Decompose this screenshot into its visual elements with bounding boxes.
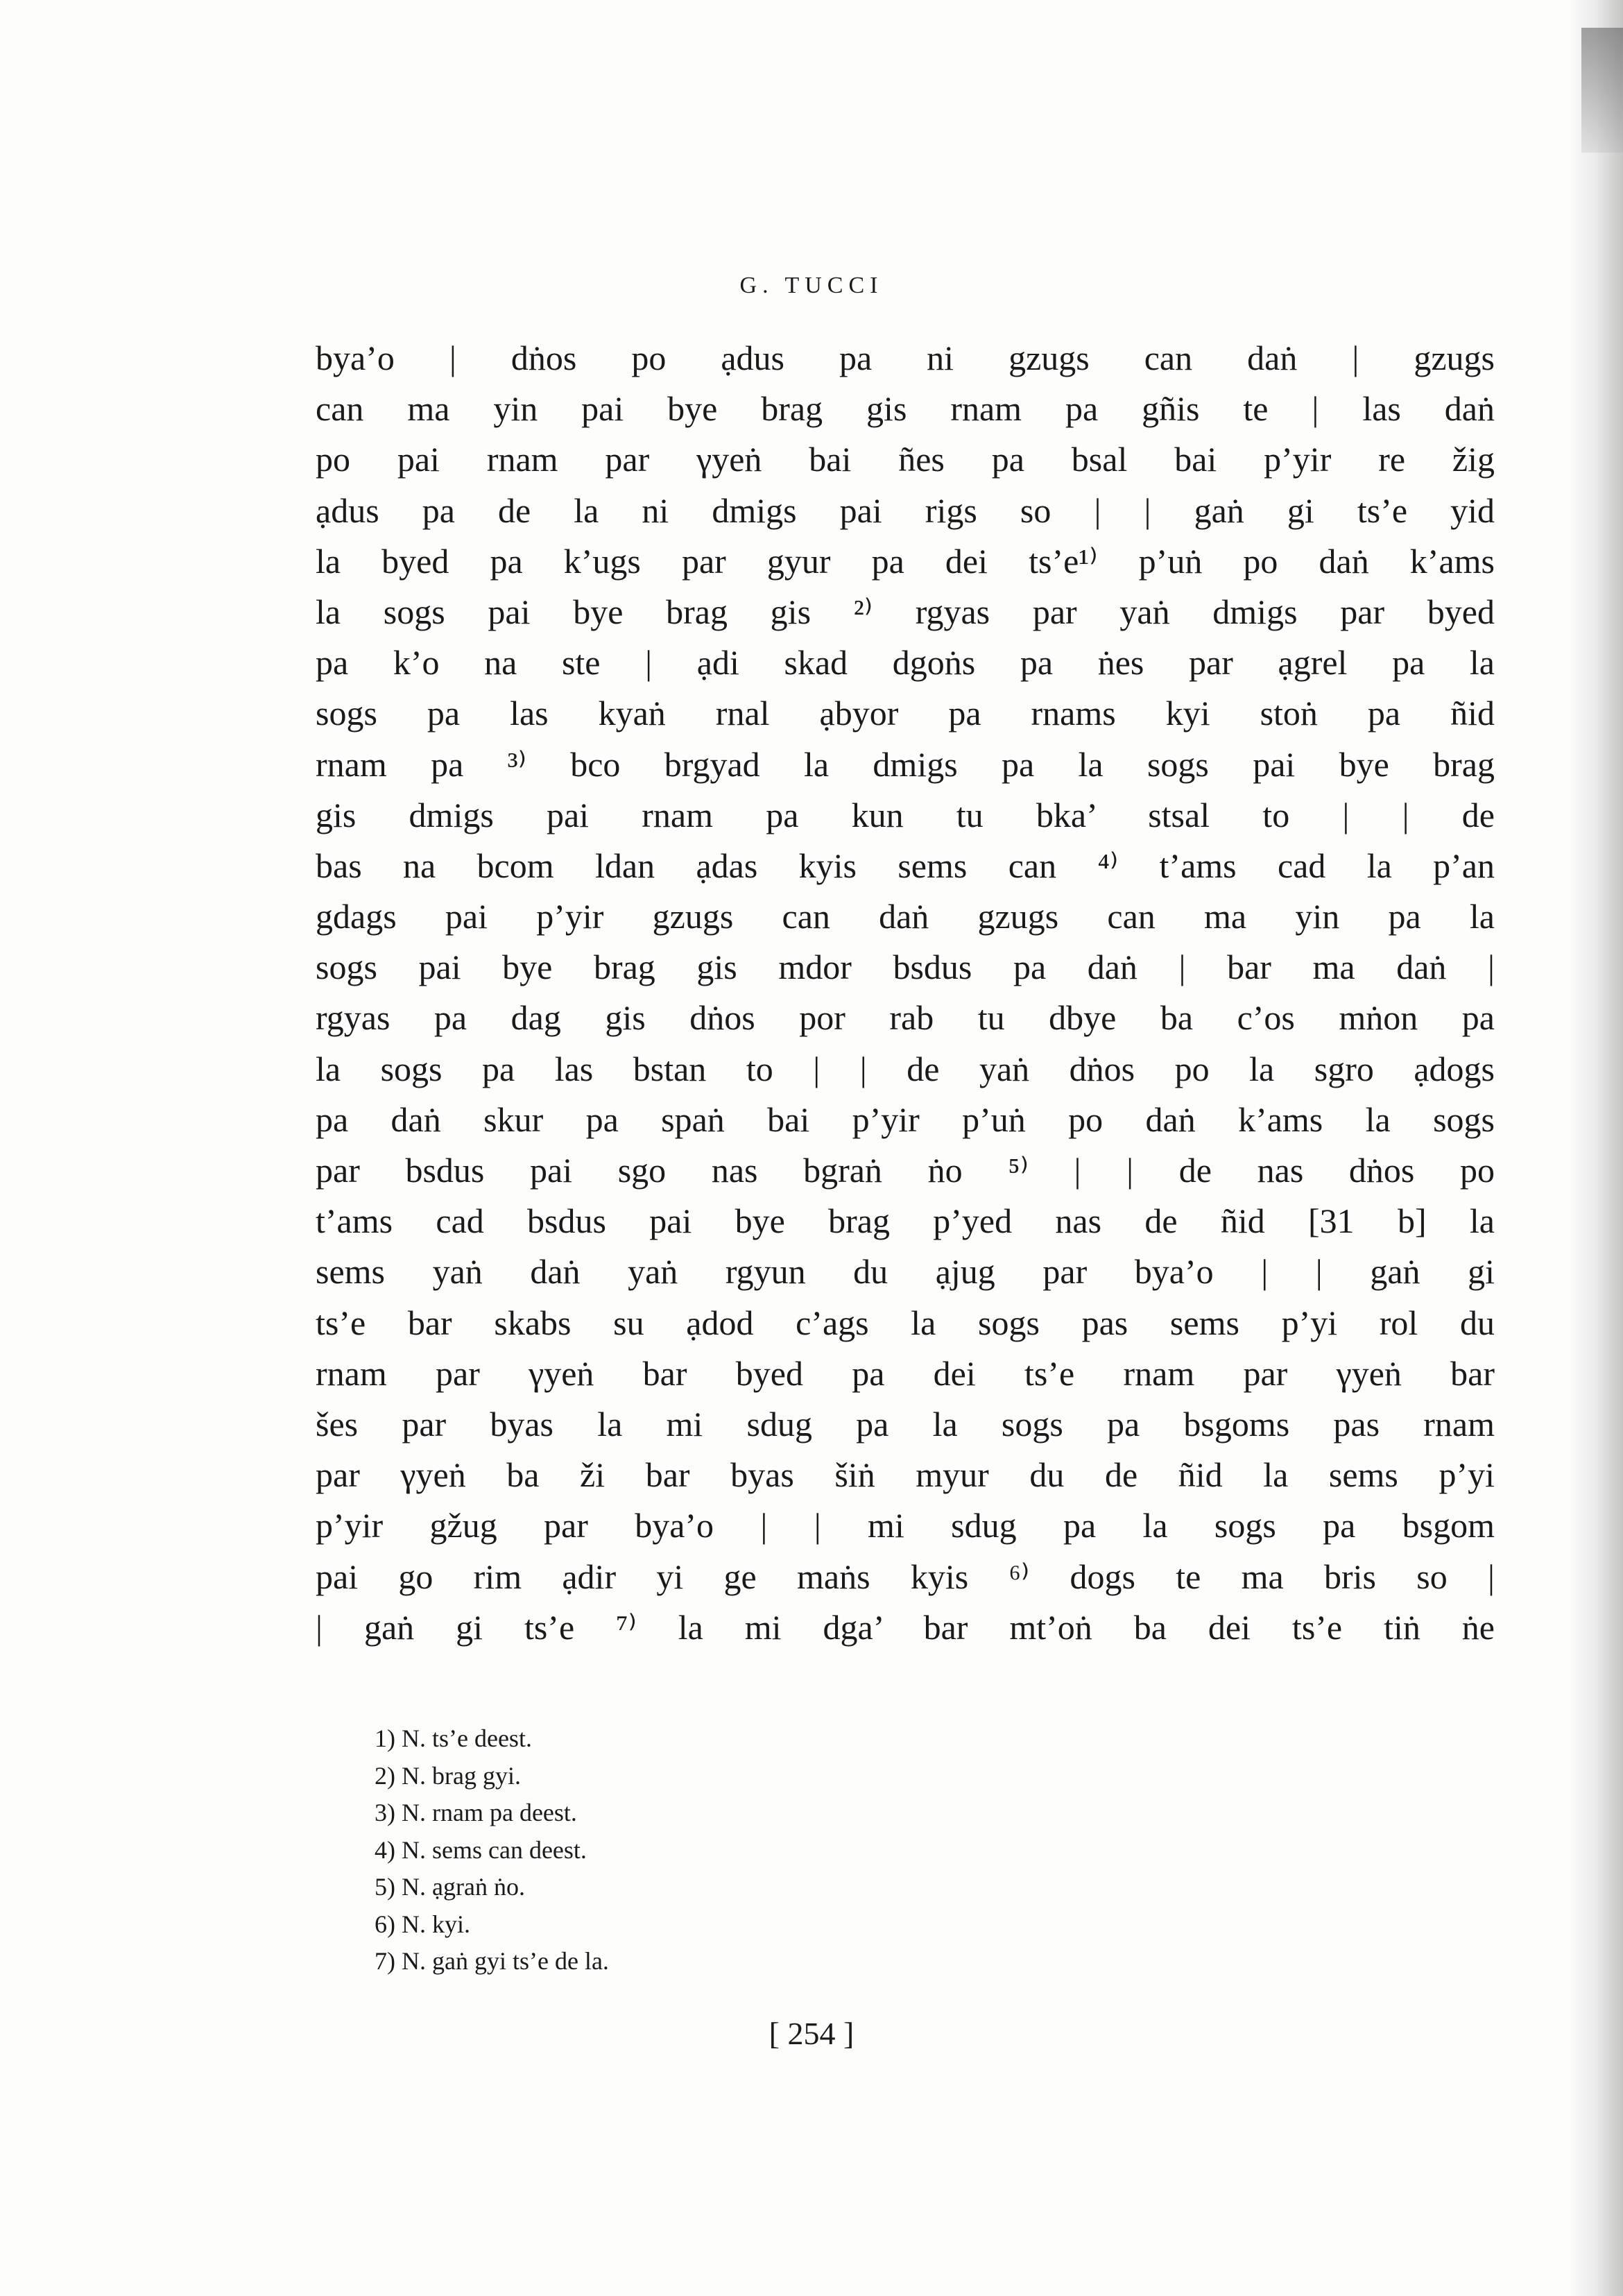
footnote-text: N. ạgraṅ ṅo. [402,1873,525,1901]
text-line: la sogs pa las bstan to | | de yaṅ dṅos po la sgro ạdogs [316,1049,1495,1088]
footnotes [375,1720,1207,1980]
text-line: p’yir gžug par bya’o | | mi sdug pa la sogs pa bsgom [316,1506,1495,1545]
footnote [375,1720,1207,1758]
footnote-text: N. sems can deest. [402,1835,587,1864]
text-line: gis dmigs pai rnam pa kun tu bka’ stsal to | | de [316,795,1495,834]
footnote [375,1758,1207,1795]
footnote [375,1906,1207,1944]
running-head: G. TUCCI [739,273,884,298]
footnote-number: 3) [375,1799,395,1826]
text-line: can ma yin pai bye brag gis rnam pa gñis te | las daṅ [316,389,1495,429]
footnote-number: 5) [375,1873,395,1901]
text-line: sems yaṅ daṅ yaṅ rgyun du ạjug par bya’o | | gaṅ gi [316,1252,1495,1292]
text-line: rnam pa ³⁾ bco brgyad la dmigs pa la sogs pai bye brag [316,744,1495,784]
body-text [316,333,1495,1653]
text-line: | gaṅ gi ts’e ⁷⁾ la mi dga’ bar mt’oṅ ba dei ts’e tiṅ ṅe [316,1607,1495,1647]
footnote-text: N. ts’e deest. [402,1724,532,1752]
text-line: par bsdus pai sgo nas bgraṅ ṅo ⁵⁾ | | de nas dṅos po [316,1151,1495,1190]
text-line: t’ams cad bsdus pai bye brag p’yed nas de ñid [31 b] la [316,1201,1495,1241]
footnote [375,1869,1207,1906]
text-line: sogs pa las kyaṅ rnal ạbyor pa rnams kyi stoṅ pa ñid [316,694,1495,733]
footnote-number: 6) [375,1910,395,1938]
footnote-number: 4) [375,1835,395,1864]
text-line: pa k’o na ste | ạdi skad dgoṅs pa ṅes par ạgrel pa la [316,643,1495,683]
text-line: rgyas pa dag gis dṅos por rab tu dbye ba c’os mṅon pa [316,998,1495,1038]
text-line: šes par byas la mi sdug pa la sogs pa bsgoms pas rnam [316,1404,1495,1443]
text-line: bas na bcom ldan ạdas kyis sems can ⁴⁾ t’ams cad la p’an [316,846,1495,885]
text-line: rnam par γyeṅ bar byed pa dei ts’e rnam par γyeṅ bar [316,1353,1495,1393]
page-number: [ 254 ] [768,2016,855,2051]
text-line: pa daṅ skur pa spaṅ bai p’yir p’uṅ po daṅ k’ams la sogs [316,1099,1495,1139]
footnote-text: N. gaṅ gyi ts’e de la. [402,1947,609,1975]
text-line: gdags pai p’yir gzugs can daṅ gzugs can ma yin pa la [316,897,1495,936]
text-line: la sogs pai bye brag gis ²⁾ rgyas par yaṅ dmigs par byed [316,592,1495,631]
footnote [375,1943,1207,1980]
text-line: ts’e bar skabs su ạdod c’ags la sogs pas sems p’yi rol du [316,1303,1495,1342]
footnote-text: N. rnam pa deest. [402,1799,577,1826]
text-line: pai go rim ạdir yi ge maṅs kyis ⁶⁾ dogs te ma bris so | [316,1557,1495,1596]
text-line: sogs pai bye brag gis mdor bsdus pa daṅ | bar ma daṅ | [316,948,1495,987]
footnote-number: 7) [375,1947,395,1975]
footnote-text: N. brag gyi. [402,1761,521,1790]
text-line: par γyeṅ ba ži bar byas šiṅ myur du de ñid la sems p’yi [316,1455,1495,1495]
text-line: ạdus pa de la ni dmigs pai rigs so | | gaṅ gi ts’e yid [316,490,1495,530]
page-corner-shadow [1581,28,1623,153]
text-line: po pai rnam par γyeṅ bai ñes pa bsal bai p’yir re žig [316,440,1495,479]
footnote [375,1832,1207,1869]
footnote-text: N. kyi. [402,1910,470,1938]
footnote [375,1794,1207,1832]
footnote-number: 2) [375,1761,395,1790]
text-line: bya’o | dṅos po ạdus pa ni gzugs can daṅ | gzugs [316,339,1495,377]
footnote-number: 1) [375,1724,395,1752]
text-line: la byed pa k’ugs par gyur pa dei ts’e¹⁾ p’uṅ po daṅ k’ams [316,541,1495,581]
page-edge-shadow [1568,0,1623,2296]
